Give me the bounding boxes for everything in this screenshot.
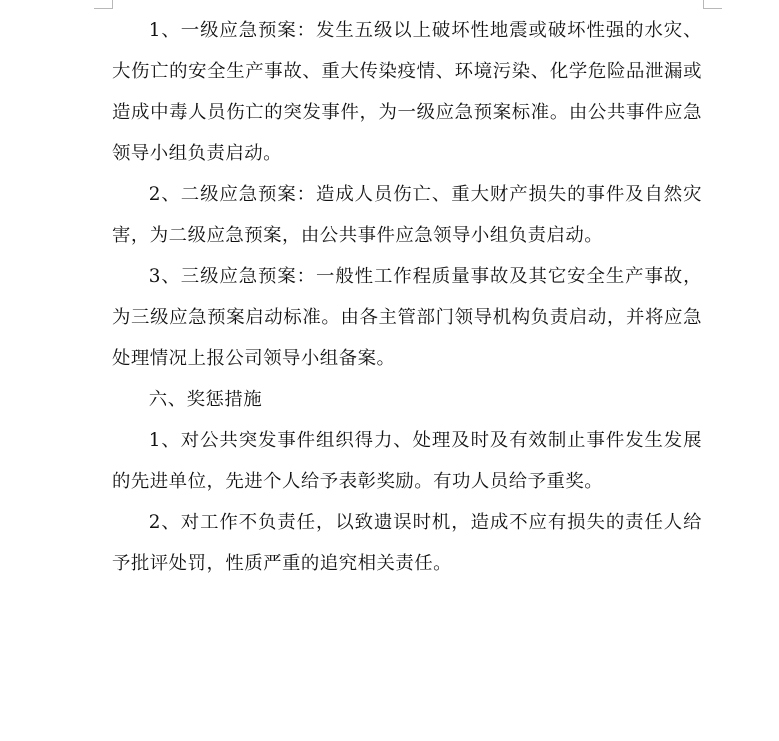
paragraph-level-two-plan: 2、二级应急预案：造成人员伤亡、重大财产损失的事件及自然灾害，为二级应急预案，由公共事件应急领导小组负责启动。: [112, 184, 702, 246]
document-body: [112, 10, 702, 584]
paragraph-reward-measure: 1、对公共突发事件组织得力、处理及时及有效制止事件发生发展的先进单位，先进个人给予表彰奖励。有功人员给予重奖。: [112, 430, 702, 492]
paragraph-level-one-plan: 1、一级应急预案：发生五级以上破坏性地震或破坏性强的水灾、大伤亡的安全生产事故、重大传染疫情、环境污染、化学危险品泄漏或造成中毒人员伤亡的突发事件，为一级应急预案标准。由公共事件应急领导小组负责启动。: [112, 20, 702, 164]
paragraph-level-three-plan: 3、三级应急预案：一般性工作程质量事故及其它安全生产事故，为三级应急预案启动标准。由各主管部门领导机构负责启动，并将应急处理情况上报公司领导小组备案。: [112, 266, 702, 369]
margin-corner-mark-right: [703, 0, 722, 9]
section-heading-rewards-penalties: 六、奖惩措施: [148, 389, 263, 410]
margin-corner-mark-left: [94, 0, 113, 9]
paragraph-penalty-measure: 2、对工作不负责任，以致遗误时机，造成不应有损失的责任人给予批评处罚，性质严重的追究相关责任。: [112, 512, 702, 574]
